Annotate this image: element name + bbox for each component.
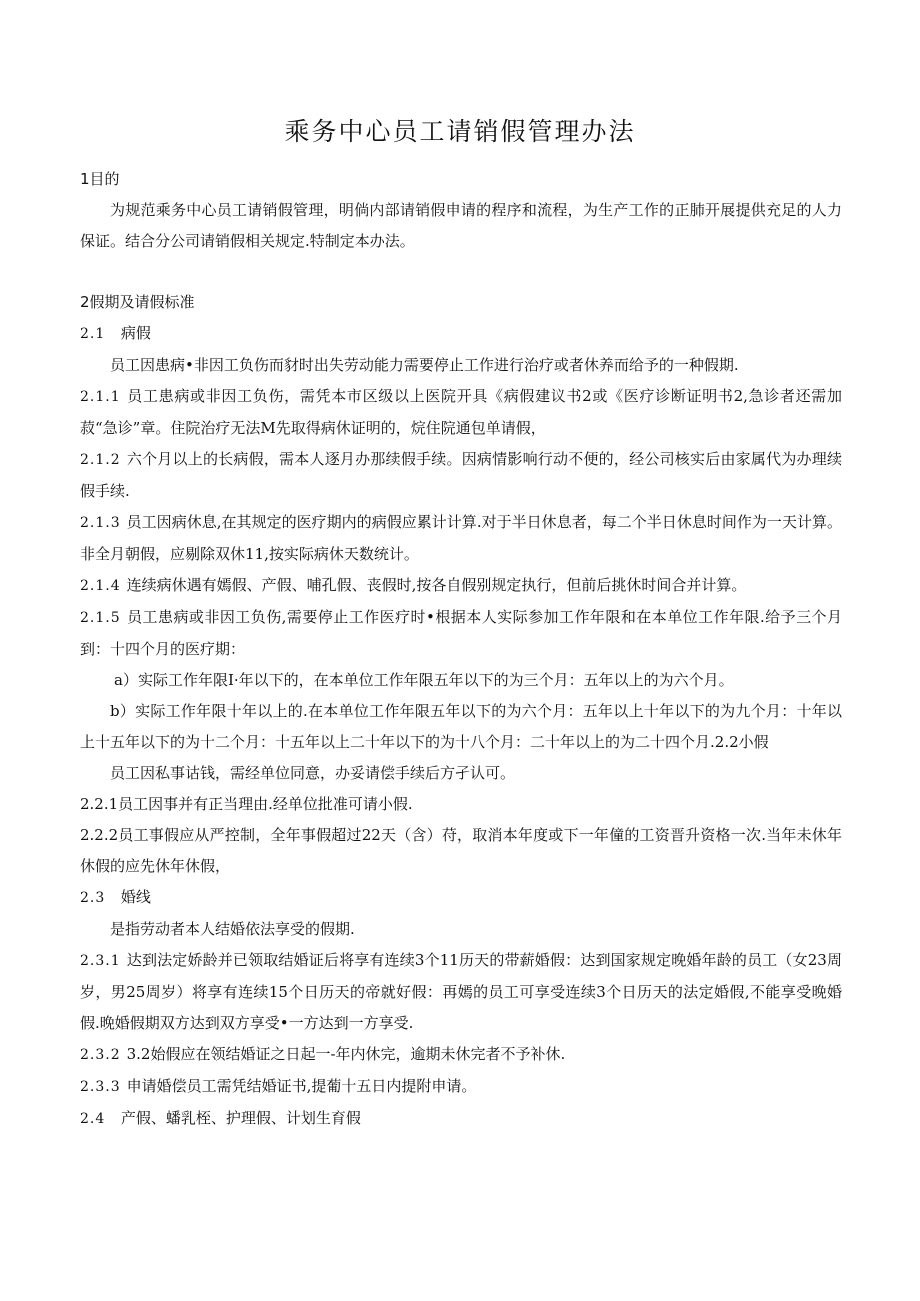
clause-text: 员工患病或非因工负伤,需要停止工作医疗时•根据本人实际参加工作年限和在本单位工作年限.给予三个月到：十四个月的医疗期： [80,608,842,658]
subsection-maternity-leave [80,1103,842,1135]
spacer [80,257,842,287]
clause-2-1-5 [80,602,842,665]
clause-number: 2.3.1 [80,953,121,969]
subsection-marriage-leave [80,882,842,914]
subsection-number: 2.3 [80,890,106,906]
clause-text: 申请婚偿员工需凭结婚证书,提葡十五日内提附申请。 [126,1077,477,1095]
personal-leave-intro: 员工因私事诂钱，需经单位同意，办妥请偿手续后方孑认可。 [110,764,516,782]
clause-text: 连续病休遇有嫣假、产假、哺孔假、丧假时,按各自假别规定执行，但前后挑休时间合并计算。 [126,576,747,594]
subsection-title: 婚线 [120,888,151,906]
clause-number: 2.1.3 [80,515,121,531]
clause-number: 2.3.2 [80,1047,121,1063]
list-item-b: b）实际工作年限十年以上的.在本单位工作年限五年以下的为六个月：五年以上十年以下的为九个月：十年以上十五年以下的为十二个月：十五年以上二十年以下的为十八个月：二十年以上的为二十四个月.2.2小假 [80,702,842,751]
marriage-leave-intro: 是指劳动者本人结婚依法享受的假期. [110,920,355,938]
clause-2-3-2 [80,1039,842,1071]
subsection-sick-leave [80,318,842,350]
clause-number: 2.3.3 [80,1079,121,1095]
clause-2-3-3 [80,1071,842,1103]
clause-number: 2.1.5 [80,610,121,626]
section-heading-purpose: 1目的 [80,170,120,188]
clause-text: 达到法定娇龄并已领取结婚证后将享有连续3个11历天的带薪婚假：达到国家规定晚婚年龄的员工（女23周岁，男25周岁）将享有连续15个日历天的帝就好假：再嫣的员工可享受连续3个日历天的法定婚假,不能享受晚婚假.晚婚假期双方达到双方享受•一方达到一方享受. [80,951,842,1032]
subsection-number: 2.1 [80,326,106,342]
purpose-paragraph: 为规范乘务中心员工请销假管理，明倘内部请销假申请的程序和流程，为生产工作的正肺开展提供充足的人力保证。结合分公司请销假相关规定.特制定本办法。 [80,201,842,250]
clause-2-1-4 [80,570,842,602]
document-title: 乘务中心员工请销假管理办法 [284,117,636,146]
clause-text: 员工患病或非因工负伤，需凭本市区级以上医院开具《病假建议书2或《医疗诊断证明书2,急诊者还需加菽“急诊”章。住院治疗无法M先取得病休证明的，烷住院通包单请假， [80,387,842,437]
section-heading-leave-standards: 2假期及请假标准 [80,293,195,311]
clause-2-2-2: 2.2.2员工事假应从严控制，全年事假超过22天（含）苻，取消本年度或下一年僮的工资晋升资格一次.当年未休年休假的应先休年休假， [80,826,842,875]
subsection-number: 2.4 [80,1111,106,1127]
clause-text: 3.2始假应在领结婚证之日起一-年内休完，逾期未休完者不予补休. [126,1045,566,1063]
clause-2-1-1 [80,381,842,444]
clause-2-3-1 [80,945,842,1039]
subsection-title: 病假 [120,324,151,342]
list-item-a: a）实际工作年限I·年以下的，在本单位工作年限五年以下的为三个月：五年以上的为六个月。 [114,671,734,689]
clause-number: 2.1.4 [80,578,121,594]
clause-2-1-3 [80,507,842,570]
sick-leave-intro: 员工因患病•非因工负伤而豺时出失劳动能力需要停止工作进行治疗或者休养而给予的一种假期. [110,356,739,374]
clause-number: 2.1.1 [80,389,121,405]
clause-2-1-2 [80,444,842,507]
document-body [80,164,842,1135]
clause-text: 六个月以上的长病假，需本人逐月办那续假手续。因病情影响行动不便的，经公司核实后由家属代为办理续假手续. [80,450,842,500]
clause-number: 2.1.2 [80,452,121,468]
clause-text: 员工因病休息,在其规定的医疗期内的病假应累计计算.对于半日休息者，每二个半日休息时间作为一天计算。非全月朝假，应剔除双休11,按实际病休天数统计。 [80,513,842,563]
subsection-title: 产假、蟠乳桎、护理假、计划生育假 [120,1109,361,1127]
clause-2-2-1: 2.2.1员工因事并有正当理由.经单位批准可请小假. [80,795,413,813]
